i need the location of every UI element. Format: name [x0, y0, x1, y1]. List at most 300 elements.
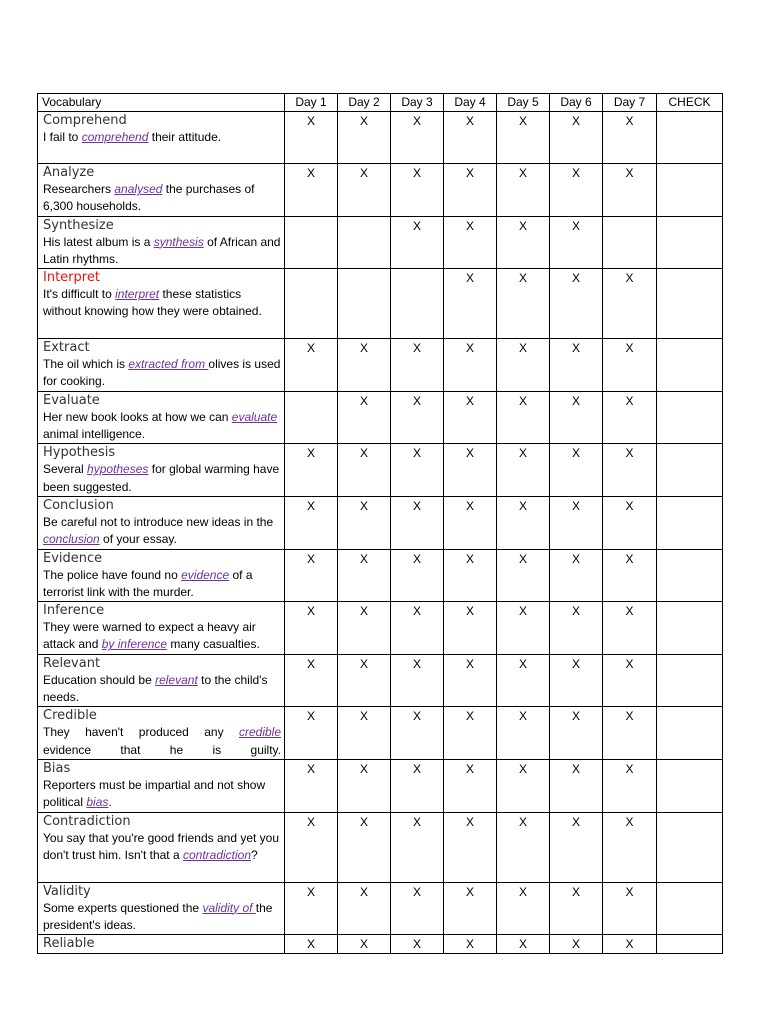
sentence-before: His latest album is a [43, 234, 154, 249]
x-mark: X [625, 937, 634, 952]
table-row [38, 602, 723, 655]
x-mark: X [518, 656, 527, 671]
x-mark: X [518, 166, 527, 180]
word-cell [38, 882, 285, 935]
day-2-cell [338, 496, 391, 549]
vocabulary-rows [38, 112, 723, 954]
x-mark: X [625, 393, 634, 408]
x-mark: X [518, 114, 527, 128]
sentence-after: animal intelligence. [43, 427, 146, 442]
check-cell [657, 759, 723, 812]
example-sentence [43, 777, 281, 812]
x-mark: X [571, 937, 580, 952]
check-cell [657, 216, 723, 269]
day-5-header: Day 5 [497, 94, 550, 112]
x-mark: X [571, 218, 580, 233]
x-mark: X [518, 551, 527, 566]
day-1-cell [285, 602, 338, 655]
x-mark: X [465, 656, 474, 671]
example-sentence [43, 234, 281, 269]
day-4-cell [444, 549, 497, 602]
word-cell [38, 935, 285, 954]
day-2-cell [338, 216, 391, 269]
x-mark: X [412, 814, 421, 829]
table-row [38, 216, 723, 269]
check-cell [657, 602, 723, 655]
x-mark: X [571, 761, 580, 776]
day-1-cell [285, 444, 338, 497]
word-cell [38, 112, 285, 164]
x-mark: X [412, 218, 421, 233]
x-mark: X [625, 498, 634, 513]
x-mark: X [306, 498, 315, 513]
x-mark: X [625, 814, 634, 829]
table-row [38, 391, 723, 444]
day-3-cell [391, 882, 444, 935]
word-cell [38, 444, 285, 497]
x-mark: X [306, 937, 315, 952]
day-4-cell [444, 496, 497, 549]
table-row [38, 164, 723, 217]
sentence-after: the purchases of 6,300 households. [43, 182, 255, 214]
word-cell [38, 339, 285, 392]
x-mark: X [518, 814, 527, 829]
x-mark: X [465, 937, 474, 952]
x-mark: X [465, 498, 474, 513]
check-cell [657, 549, 723, 602]
highlighted-term-link[interactable]: validity of [202, 900, 256, 915]
word-cell [38, 391, 285, 444]
highlighted-term-link[interactable]: comprehend [81, 130, 149, 144]
day-5-cell [497, 707, 550, 760]
day-6-cell [550, 935, 603, 954]
day-6-cell [550, 602, 603, 655]
day-4-cell [444, 602, 497, 655]
day-5-cell [497, 496, 550, 549]
x-mark: X [571, 446, 580, 461]
day-4-cell [444, 444, 497, 497]
day-6-cell [550, 339, 603, 392]
day-1-cell [285, 339, 338, 392]
day-5-cell [497, 654, 550, 707]
x-mark: X [359, 884, 368, 899]
x-mark: X [359, 604, 368, 619]
day-6-cell [550, 216, 603, 269]
example-sentence [43, 619, 281, 654]
sentence-after: many casualties. [167, 637, 260, 652]
day-3-cell [391, 112, 444, 164]
day-2-cell [338, 444, 391, 497]
sentence-after: of a terrorist link with the murder. [43, 567, 253, 599]
day-1-cell [285, 269, 338, 339]
day-5-cell [497, 164, 550, 217]
x-mark: X [306, 656, 315, 671]
x-mark: X [412, 656, 421, 671]
sentence-after: to the child's needs. [43, 672, 268, 705]
x-mark: X [465, 218, 474, 233]
table-row [38, 444, 723, 497]
table-row [38, 812, 723, 882]
example-sentence [43, 724, 281, 759]
day-5-cell [497, 549, 550, 602]
day-6-cell [550, 812, 603, 882]
check-cell [657, 339, 723, 392]
day-2-cell [338, 602, 391, 655]
x-mark: X [359, 166, 368, 180]
day-3-cell [391, 391, 444, 444]
x-mark: X [571, 656, 580, 671]
sentence-after: of African and Latin rhythms. [43, 234, 281, 266]
x-mark: X [306, 114, 315, 128]
day-7-cell [603, 164, 657, 217]
sentence-before: The police have found no [43, 567, 182, 582]
day-3-cell [391, 339, 444, 392]
sentence-after: these statistics without knowing how they were obtained. [43, 287, 262, 319]
vocabulary-header: Vocabulary [38, 94, 285, 112]
header-row [38, 94, 723, 112]
x-mark: X [412, 446, 421, 461]
sentence-before: Reporters must be impartial and not show political [43, 777, 266, 810]
day-2-cell [338, 654, 391, 707]
vocabulary-word: Validity [43, 883, 91, 899]
x-mark: X [571, 551, 580, 566]
x-mark: X [518, 498, 527, 513]
vocabulary-word: Analyze [43, 165, 95, 180]
x-mark: X [359, 114, 368, 128]
x-mark: X [359, 551, 368, 566]
check-header: CHECK [657, 94, 723, 112]
x-mark: X [625, 761, 634, 776]
day-1-cell [285, 882, 338, 935]
x-mark: X [412, 341, 421, 356]
x-mark: X [465, 271, 474, 286]
vocabulary-word: Reliable [43, 936, 95, 952]
day-4-header: Day 4 [444, 94, 497, 112]
x-mark: X [571, 341, 580, 356]
x-mark: X [306, 604, 315, 619]
x-mark: X [571, 114, 580, 128]
vocabulary-word: Conclusion [43, 497, 114, 513]
example-sentence [43, 461, 281, 496]
day-4-cell [444, 935, 497, 954]
day-6-cell [550, 444, 603, 497]
x-mark: X [412, 937, 421, 952]
example-sentence [43, 409, 281, 444]
highlighted-term-link[interactable]: evaluate [231, 409, 278, 424]
x-mark: X [359, 498, 368, 513]
x-mark: X [625, 709, 634, 724]
check-cell [657, 812, 723, 882]
day-2-cell [338, 812, 391, 882]
x-mark: X [571, 709, 580, 724]
x-mark: X [465, 814, 474, 829]
x-mark: X [571, 884, 580, 899]
day-7-cell [603, 759, 657, 812]
x-mark: X [625, 551, 634, 566]
check-cell [657, 496, 723, 549]
day-5-cell [497, 339, 550, 392]
vocabulary-table [37, 93, 723, 954]
x-mark: X [465, 551, 474, 566]
sentence-before: The oil which is [43, 357, 129, 372]
x-mark: X [465, 114, 474, 128]
day-5-cell [497, 269, 550, 339]
x-mark: X [518, 937, 527, 952]
check-cell [657, 707, 723, 760]
x-mark: X [412, 114, 421, 128]
table-row [38, 269, 723, 339]
x-mark: X [412, 393, 421, 408]
x-mark: X [571, 166, 580, 180]
day-1-cell [285, 112, 338, 164]
word-cell [38, 549, 285, 602]
table-row [38, 654, 723, 707]
x-mark: X [625, 271, 634, 286]
day-2-header: Day 2 [338, 94, 391, 112]
x-mark: X [625, 341, 634, 356]
day-2-cell [338, 935, 391, 954]
day-5-cell [497, 935, 550, 954]
day-7-cell [603, 216, 657, 269]
day-7-cell [603, 391, 657, 444]
vocabulary-word: Bias [43, 760, 71, 776]
example-sentence [43, 830, 281, 865]
word-cell [38, 707, 285, 760]
x-mark: X [571, 271, 580, 286]
x-mark: X [412, 604, 421, 619]
x-mark: X [625, 604, 634, 619]
vocabulary-word: Evidence [43, 550, 103, 566]
sentence-before: Some experts questioned the [43, 900, 203, 915]
x-mark: X [518, 446, 527, 461]
day-7-cell [603, 112, 657, 164]
day-7-cell [603, 812, 657, 882]
x-mark: X [412, 551, 421, 566]
x-mark: X [518, 271, 527, 286]
x-mark: X [412, 166, 421, 180]
sentence-before: It's difficult to [43, 287, 116, 302]
x-mark: X [306, 446, 315, 461]
day-6-cell [550, 549, 603, 602]
sentence-before: I fail to [43, 130, 82, 144]
day-5-cell [497, 759, 550, 812]
vocabulary-word: Credible [43, 708, 97, 724]
sentence-before: Education should be [43, 672, 156, 687]
word-cell [38, 759, 285, 812]
day-5-cell [497, 444, 550, 497]
day-6-cell [550, 164, 603, 217]
day-7-header: Day 7 [603, 94, 657, 112]
example-sentence [43, 567, 281, 602]
x-mark: X [625, 114, 634, 128]
day-4-cell [444, 759, 497, 812]
day-7-cell [603, 654, 657, 707]
day-5-cell [497, 602, 550, 655]
check-cell [657, 112, 723, 164]
day-4-cell [444, 707, 497, 760]
day-5-cell [497, 391, 550, 444]
highlighted-term-link[interactable]: conclusion [43, 532, 100, 547]
check-cell [657, 444, 723, 497]
x-mark: X [465, 341, 474, 356]
sentence-after: olives is used for cooking. [43, 357, 281, 389]
day-4-cell [444, 269, 497, 339]
day-3-cell [391, 496, 444, 549]
sentence-before: They were warned to expect a heavy air attack and [43, 620, 256, 652]
day-3-cell [391, 812, 444, 882]
day-7-cell [603, 269, 657, 339]
x-mark: X [625, 446, 634, 461]
vocabulary-word: Relevant [43, 655, 101, 671]
day-1-cell [285, 707, 338, 760]
day-4-cell [444, 882, 497, 935]
day-4-cell [444, 654, 497, 707]
day-5-cell [497, 216, 550, 269]
day-7-cell [603, 339, 657, 392]
sentence-after: the president's ideas. [43, 900, 273, 932]
word-cell [38, 602, 285, 655]
highlighted-term-link[interactable]: by inference [101, 637, 168, 652]
day-3-cell [391, 444, 444, 497]
day-6-cell [550, 496, 603, 549]
day-6-header: Day 6 [550, 94, 603, 112]
day-2-cell [338, 164, 391, 217]
vocabulary-word: Contradiction [43, 813, 131, 829]
day-6-cell [550, 391, 603, 444]
day-4-cell [444, 164, 497, 217]
day-3-cell [391, 707, 444, 760]
table-row [38, 496, 723, 549]
x-mark: X [359, 341, 368, 356]
day-7-cell [603, 549, 657, 602]
sentence-after: for global warming have been suggested. [43, 462, 280, 494]
day-7-cell [603, 496, 657, 549]
x-mark: X [306, 341, 315, 356]
day-6-cell [550, 707, 603, 760]
x-mark: X [306, 814, 315, 829]
example-sentence [43, 129, 281, 146]
day-1-cell [285, 164, 338, 217]
sentence-before: You say that you're good friends and yet you don't trust him. Isn't that a [43, 830, 280, 862]
table-row [38, 935, 723, 954]
highlighted-term-link[interactable]: credible [238, 725, 281, 740]
day-6-cell [550, 654, 603, 707]
highlighted-term-link[interactable]: hypotheses [87, 462, 149, 477]
vocabulary-word: Evaluate [43, 392, 100, 408]
x-mark: X [465, 709, 474, 724]
check-cell [657, 269, 723, 339]
highlighted-term-link[interactable]: analysed [114, 182, 163, 196]
x-mark: X [518, 341, 527, 356]
x-mark: X [412, 761, 421, 776]
check-cell [657, 164, 723, 217]
sentence-after: ? [251, 847, 258, 862]
day-6-cell [550, 269, 603, 339]
x-mark: X [625, 656, 634, 671]
x-mark: X [306, 884, 315, 899]
word-cell [38, 164, 285, 217]
sentence-after: . [108, 795, 112, 810]
x-mark: X [465, 166, 474, 180]
highlighted-term-link[interactable]: evidence [181, 567, 230, 582]
day-7-cell [603, 602, 657, 655]
sentence-after: evidence that he is guilty. [43, 742, 281, 757]
x-mark: X [571, 814, 580, 829]
sentence-after: their attitude. [148, 130, 222, 144]
highlighted-term-link[interactable]: contradiction [182, 847, 252, 862]
highlighted-term-link[interactable]: bias [86, 795, 109, 810]
x-mark: X [359, 937, 368, 952]
day-2-cell [338, 549, 391, 602]
vocabulary-word: Comprehend [43, 113, 127, 128]
vocabulary-word: Inference [43, 603, 105, 619]
x-mark: X [306, 761, 315, 776]
x-mark: X [465, 393, 474, 408]
day-6-cell [550, 882, 603, 935]
x-mark: X [518, 218, 527, 233]
day-2-cell [338, 759, 391, 812]
sentence-before: Her new book looks at how we can [43, 409, 232, 424]
day-4-cell [444, 112, 497, 164]
x-mark: X [412, 709, 421, 724]
day-1-cell [285, 549, 338, 602]
x-mark: X [571, 498, 580, 513]
highlighted-term-link[interactable]: interpret [115, 287, 160, 302]
sentence-before: Researchers [43, 182, 115, 196]
x-mark: X [359, 709, 368, 724]
x-mark: X [518, 604, 527, 619]
check-cell [657, 935, 723, 954]
x-mark: X [625, 884, 634, 899]
highlighted-term-link[interactable]: extracted from [128, 357, 209, 372]
day-2-cell [338, 339, 391, 392]
sentence-before: Several [43, 462, 88, 477]
day-3-cell [391, 602, 444, 655]
day-4-cell [444, 339, 497, 392]
day-1-cell [285, 935, 338, 954]
x-mark: X [465, 884, 474, 899]
table-row [38, 339, 723, 392]
word-cell [38, 496, 285, 549]
x-mark: X [465, 761, 474, 776]
day-3-cell [391, 759, 444, 812]
highlighted-term-link[interactable]: synthesis [153, 234, 204, 249]
day-1-cell [285, 391, 338, 444]
day-7-cell [603, 707, 657, 760]
day-2-cell [338, 391, 391, 444]
x-mark: X [412, 498, 421, 513]
vocabulary-word: Extract [43, 340, 90, 356]
day-1-cell [285, 496, 338, 549]
day-2-cell [338, 112, 391, 164]
word-cell [38, 216, 285, 269]
x-mark: X [359, 761, 368, 776]
day-3-cell [391, 164, 444, 217]
day-1-cell [285, 654, 338, 707]
day-6-cell [550, 759, 603, 812]
example-sentence [43, 356, 281, 391]
day-1-header: Day 1 [285, 94, 338, 112]
vocabulary-word: Synthesize [43, 217, 114, 233]
sentence-before: They haven't produced any [43, 725, 239, 740]
x-mark: X [518, 709, 527, 724]
highlighted-term-link[interactable]: relevant [155, 672, 198, 687]
day-7-cell [603, 444, 657, 497]
x-mark: X [518, 761, 527, 776]
x-mark: X [359, 446, 368, 461]
x-mark: X [359, 393, 368, 408]
x-mark: X [306, 551, 315, 566]
